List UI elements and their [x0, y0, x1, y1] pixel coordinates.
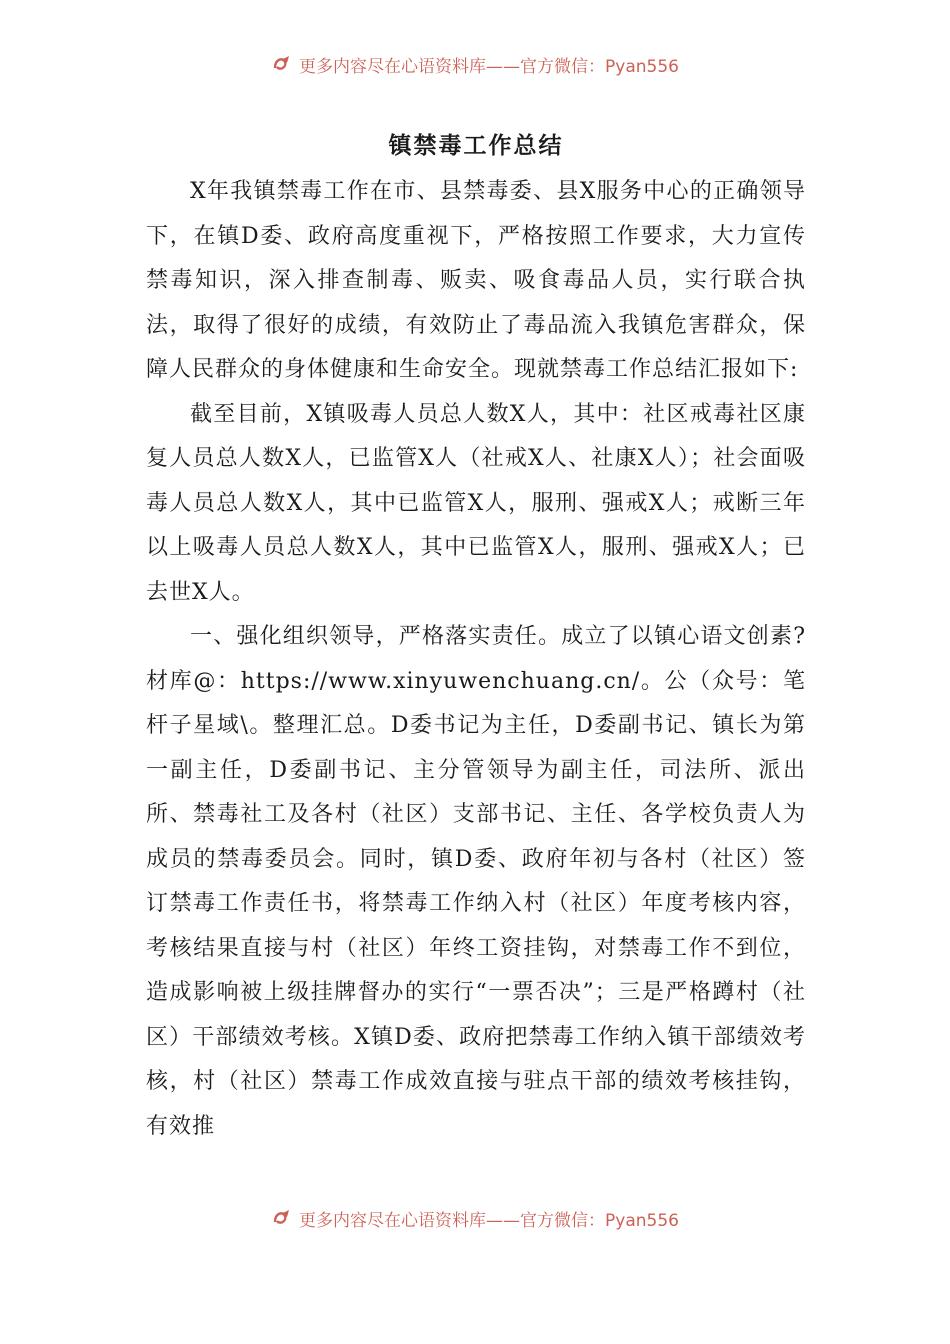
footer-watermark — [0, 1210, 950, 1240]
watermark-logo-icon — [271, 56, 293, 75]
header-watermark — [0, 56, 950, 86]
watermark-text: 更多内容尽在心语资料库——官方微信：Pyan556 — [299, 56, 679, 77]
paragraph-3: 一、强化组织领导，严格落实责任。成立了以镇心语文创素?材库@：https://www.xinyuwenchuang.cn/。公（众号：笔杆子星域\。整理汇总。D委书记为主任，D委副书记、镇长为第一副主任，D委副书记、主分管领导为副主任，司法所、派出所、禁毒社工及各村（社区）支部书记、主任、各学校负责人为成员的禁毒委员会。同时，镇D委、政府年初与各村（社区）签订禁毒工作责任书，将禁毒工作纳入村（社区）年度考核内容，考核结果直接与村（社区）年终工资挂钩，对禁毒工作不到位，造成影响被上级挂牌督办的实行“一票否决”；三是严格蹲村（社区）干部绩效考核。X镇D委、政府把禁毒工作纳入镇干部绩效考核，村（社区）禁毒工作成效直接与驻点干部的绩效考核挂钩，有效推 — [146, 624, 806, 1139]
paragraph-1: X年我镇禁毒工作在市、县禁毒委、县X服务中心的正确领导下，在镇D委、政府高度重视下，严格按照工作要求，大力宣传禁毒知识，深入排查制毒、贩卖、吸食毒品人员，实行联合执法，取得了很好的成绩，有效防止了毒品流入我镇危害群众，保障人民群众的身体健康和生命安全。现就禁毒工作总结汇报如下: — [146, 179, 806, 382]
document-title: 镇禁毒工作总结 — [388, 132, 564, 159]
watermark-logo-icon — [271, 1210, 293, 1229]
document-body — [146, 126, 806, 1149]
watermark-text: 更多内容尽在心语资料库——官方微信：Pyan556 — [299, 1210, 679, 1231]
paragraph-2: 截至目前，X镇吸毒人员总人数X人，其中：社区戒毒社区康复人员总人数X人，已监管X人（社戒X人、社康X人）；社会面吸毒人员总人数X人，其中已监管X人，服刑、强戒X人；戒断三年以上吸毒人员总人数X人，其中已监管X人，服刑、强戒X人；已去世X人。 — [146, 401, 806, 605]
